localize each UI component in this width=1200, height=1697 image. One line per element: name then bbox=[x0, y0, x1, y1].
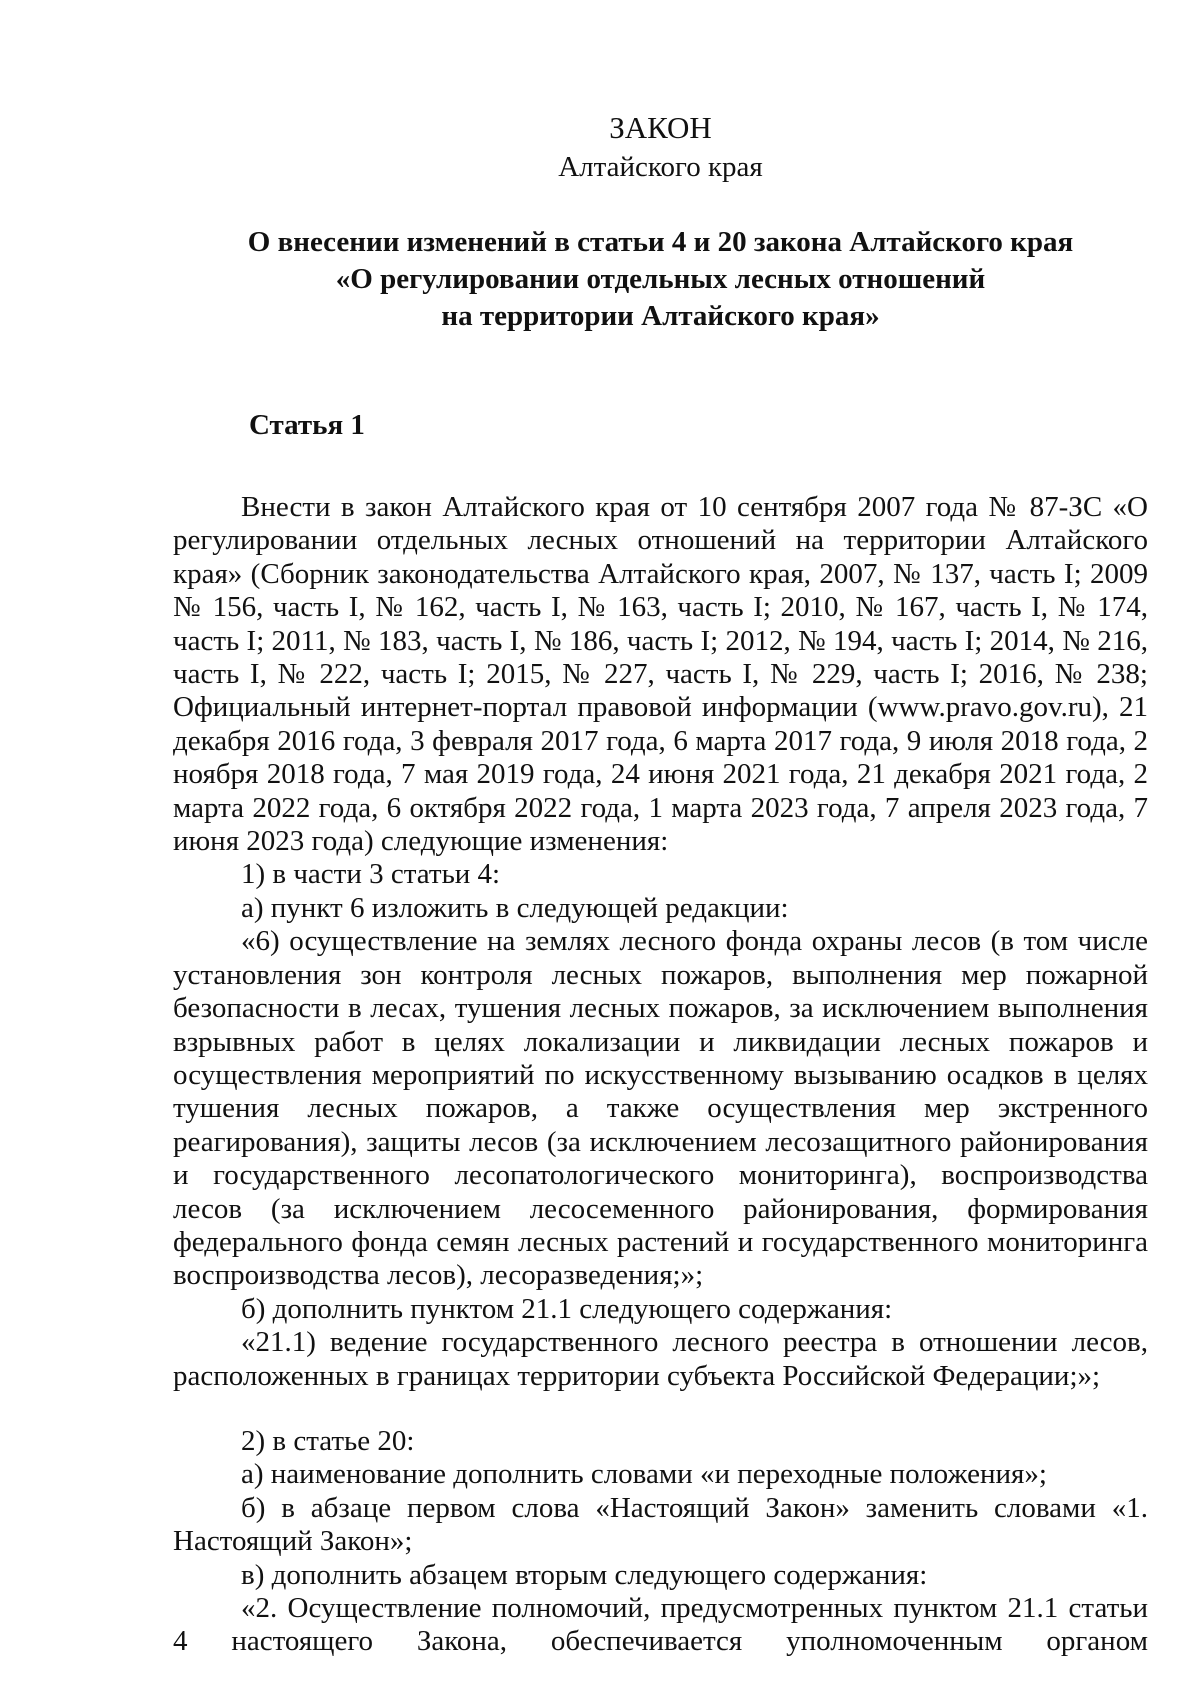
paragraph-item-2-text: «2. Осуществление полномочий, предусмотренных пунктом 21.1 статьи 4 настоящего Закона, обеспечивается уполномоченным органом bbox=[173, 1592, 1148, 1658]
paragraph-item-1a: а) пункт 6 изложить в следующей редакции: bbox=[241, 891, 789, 924]
paragraph-item-6-text: «6) осуществление на землях лесного фонда охраны лесов (в том числе установления зон контроля лесных пожаров, выполнения мер пожарной безопасности в лесах, тушения лесных пожаров, за исключением выполнения взрывных работ в целях локализации и ликвидации лесных пожаров и осуществления мероприятий по искусственному вызыванию осадков в целях тушения лесных пожаров, а также осуществления мер экстренного реагирования), защиты лесов (за исключением лесозащитного районирования и государственного лесопатологического мониторинга), воспроизводства лесов (за исключением лесосеменного районирования, формирования федерального фонда семян лесных растений и государственного мониторинга воспроизводства лесов), лесоразведения;»; bbox=[173, 925, 1148, 1292]
title-line-3: на территории Алтайского края» bbox=[441, 300, 880, 332]
paragraph-item-1: 1) в части 3 статьи 4: bbox=[241, 858, 501, 891]
document-type: ЗАКОН bbox=[609, 110, 712, 145]
paragraph-item-1b: б) дополнить пунктом 21.1 следующего содержания: bbox=[241, 1292, 893, 1325]
article-heading: Статья 1 bbox=[249, 409, 365, 441]
paragraph-intro: Внести в закон Алтайского края от 10 сентября 2007 года № 87-ЗС «О регулировании отдельных лесных отношений на территории Алтайского края» (Сборник законодательства Алтайского края, 2007, № 137, часть I; 2009 № 156, часть I, № 162, часть I, № 163, часть I; 2010, № 167, часть I, № 174, часть I; 2011, № 183, часть I, № 186, часть I; 2012, № 194, часть I; 2014, № 216, часть I, № 222, часть I; 2015, № 227, часть I, № 229, часть I; 2016, № 238; Официальный интернет-портал правовой информации (www.pravo.gov.ru), 21 декабря 2016 года, 3 февраля 2017 года, 6 марта 2017 года, 9 июля 2018 года, 2 ноября 2018 года, 7 мая 2019 года, 24 июня 2021 года, 21 декабря 2021 года, 2 марта 2022 года, 6 октября 2022 года, 1 марта 2023 года, 7 апреля 2023 года, 7 июня 2023 года) следующие изменения: bbox=[173, 491, 1148, 858]
paragraph-item-2: 2) в статье 20: bbox=[241, 1424, 415, 1457]
title-line-2: «О регулировании отдельных лесных отношений bbox=[335, 263, 986, 295]
document-page bbox=[173, 108, 1148, 1659]
document-region: Алтайского края bbox=[558, 151, 763, 183]
document-title bbox=[173, 224, 1148, 335]
article-body bbox=[173, 491, 1148, 1659]
paragraph-item-2b: б) в абзаце первом слова «Настоящий Закон» заменить словами «1. Настоящий Закон»; bbox=[173, 1491, 1148, 1558]
paragraph-item-21-1-text: «21.1) ведение государственного лесного реестра в отношении лесов, расположенных в границах территории субъекта Российской Федерации;»; bbox=[173, 1326, 1148, 1392]
paragraph-item-2c: в) дополнить абзацем вторым следующего содержания: bbox=[241, 1558, 928, 1591]
title-line-1: О внесении изменений в статьи 4 и 20 закона Алтайского края bbox=[247, 226, 1074, 258]
paragraph-item-2a: а) наименование дополнить словами «и переходные положения»; bbox=[241, 1458, 1047, 1491]
